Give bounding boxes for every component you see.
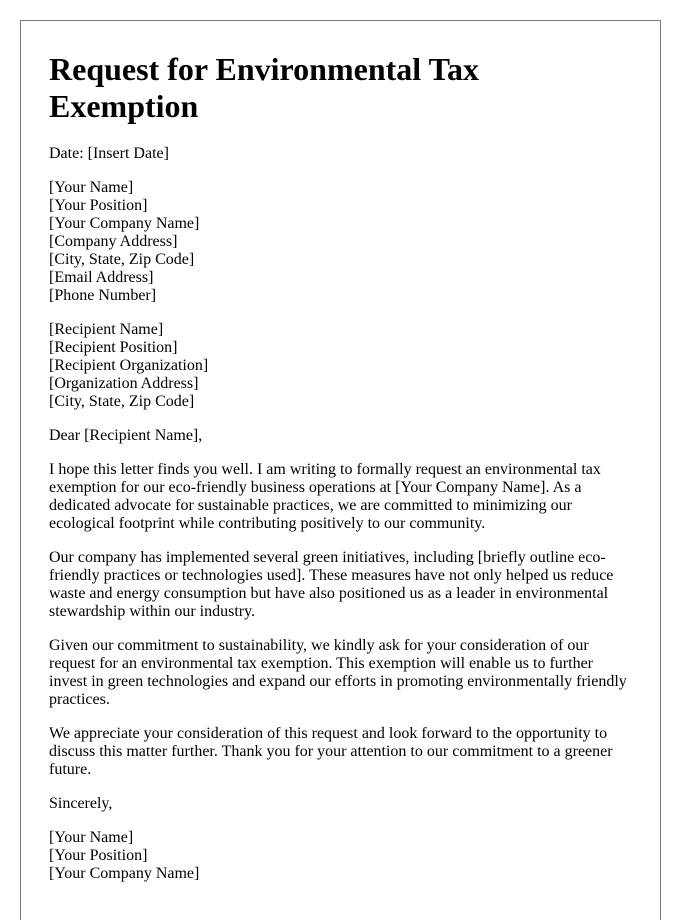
recipient-position: [Recipient Position] bbox=[49, 339, 178, 356]
body-paragraph-initiatives: Our company has implemented several green initiatives, including [briefly outline eco-friendly practices or technologies used]. These measures have not only helped us reduce waste and energy consumption but have also positioned us as a leader in environmental stewardship within our industry. bbox=[49, 549, 614, 620]
signature-company: [Your Company Name] bbox=[49, 865, 200, 882]
letter-body bbox=[49, 461, 632, 779]
recipient-organization-address: [Organization Address] bbox=[49, 375, 199, 392]
signature-name: [Your Name] bbox=[49, 829, 134, 846]
sender-address-block bbox=[49, 179, 632, 305]
sender-position: [Your Position] bbox=[49, 197, 148, 214]
sender-phone: [Phone Number] bbox=[49, 287, 157, 304]
body-paragraph-closing: We appreciate your consideration of this request and look forward to the opportunity to discuss this matter further. Thank you for your attention to our commitment to a greener future. bbox=[49, 725, 613, 778]
sender-email: [Email Address] bbox=[49, 269, 154, 286]
sender-name: [Your Name] bbox=[49, 179, 134, 196]
recipient-name: [Recipient Name] bbox=[49, 321, 164, 338]
body-paragraph-intro: I hope this letter finds you well. I am writing to formally request an environmental tax exemption for our eco-friendly business operations at [Your Company Name]. As a dedicated advocate for sustainable practices, we are committed to minimizing our ecological footprint while contributing positively to our community. bbox=[49, 461, 601, 532]
letter-page bbox=[20, 20, 661, 920]
sender-city-state-zip: [City, State, Zip Code] bbox=[49, 251, 195, 268]
body-paragraph-request: Given our commitment to sustainability, we kindly ask for your consideration of our request for an environmental tax exemption. This exemption will enable us to further invest in green technologies and expand our efforts in promoting environmentally friendly practices. bbox=[49, 637, 627, 708]
sender-company-address: [Company Address] bbox=[49, 233, 178, 250]
closing: Sincerely, bbox=[49, 795, 113, 812]
recipient-organization: [Recipient Organization] bbox=[49, 357, 209, 374]
recipient-city-state-zip: [City, State, Zip Code] bbox=[49, 393, 195, 410]
date-line: Date: [Insert Date] bbox=[49, 145, 169, 162]
recipient-address-block bbox=[49, 321, 632, 411]
salutation: Dear [Recipient Name], bbox=[49, 427, 203, 444]
signature-block bbox=[49, 829, 632, 883]
signature-position: [Your Position] bbox=[49, 847, 148, 864]
sender-company: [Your Company Name] bbox=[49, 215, 200, 232]
letter-title: Request for Environmental Tax Exemption bbox=[49, 51, 479, 124]
